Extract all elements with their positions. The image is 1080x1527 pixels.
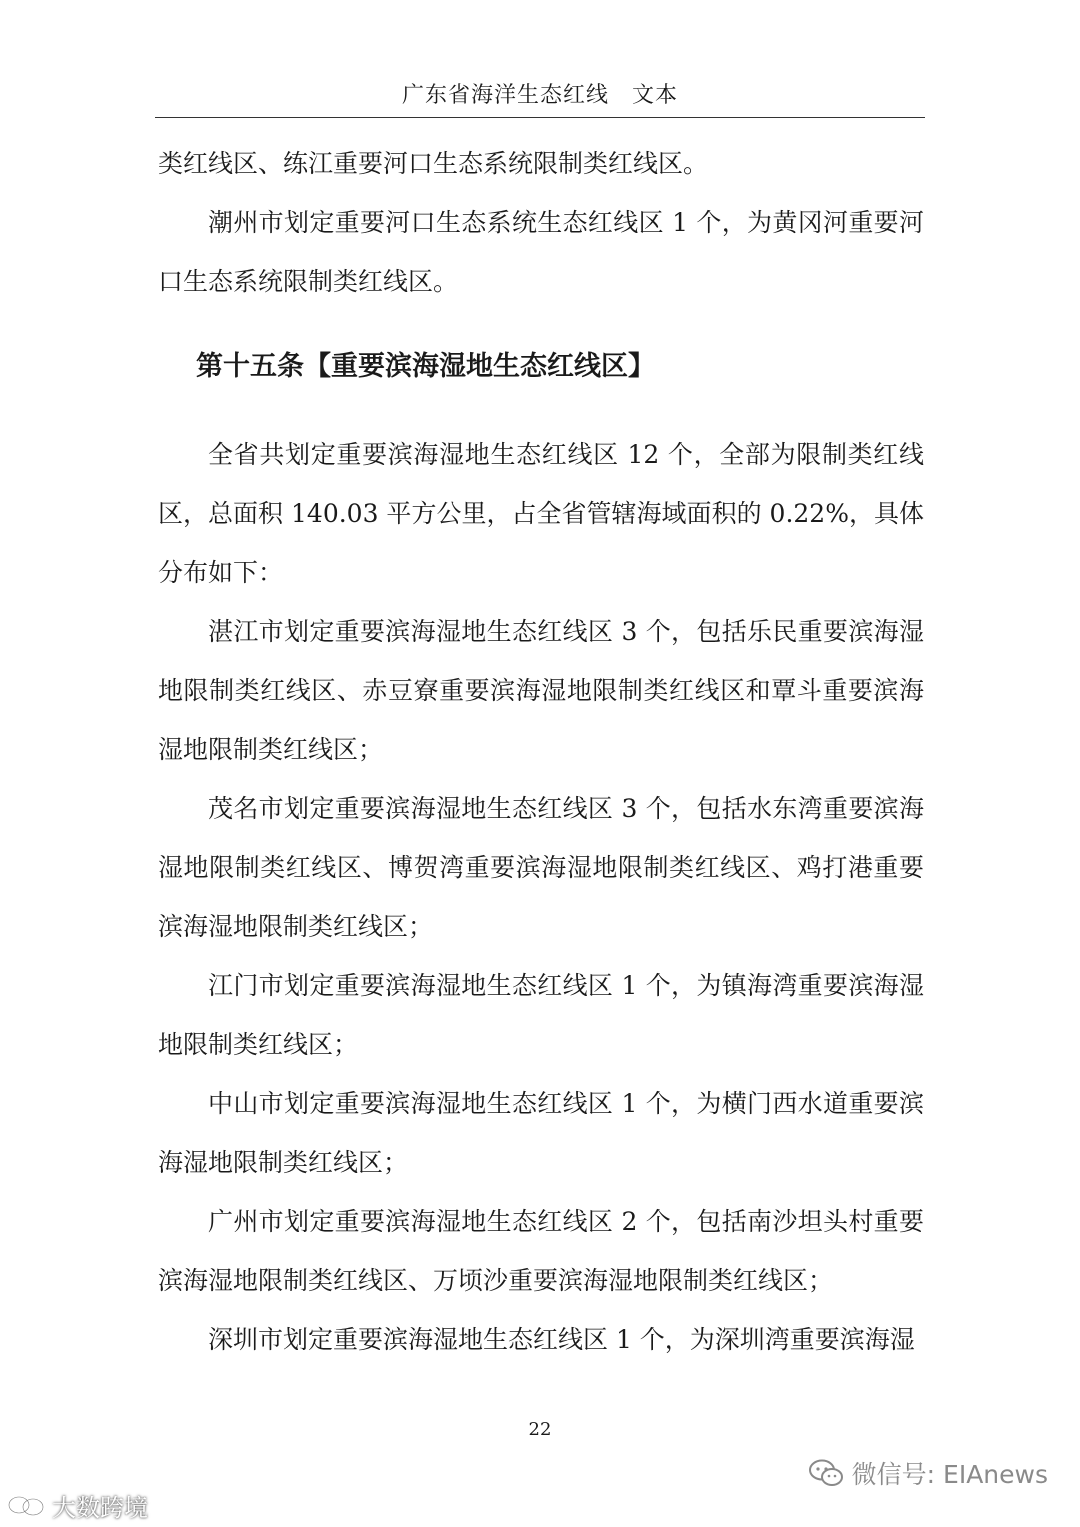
paragraph: 潮州市划定重要河口生态系统生态红线区 1 个，为黄冈河重要河口生态系统限制类红线区。 — [158, 208, 924, 296]
paragraph: 中山市划定重要滨海湿地生态红线区 1 个，为横门西水道重要滨海湿地限制类红线区； — [158, 1089, 924, 1177]
paragraph: 湛江市划定重要滨海湿地生态红线区 3 个，包括乐民重要滨海湿地限制类红线区、赤豆寮重要滨海湿地限制类红线区和覃斗重要滨海湿地限制类红线区； — [158, 617, 924, 764]
paragraph: 江门市划定重要滨海湿地生态红线区 1 个，为镇海湾重要滨海湿地限制类红线区； — [158, 971, 924, 1059]
document-body — [158, 134, 924, 1369]
paragraph: 类红线区、练江重要河口生态系统限制类红线区。 — [158, 149, 709, 178]
watermark-right — [808, 1455, 1048, 1491]
header-divider — [155, 117, 925, 118]
paragraph: 全省共划定重要滨海湿地生态红线区 12 个，全部为限制类红线区，总面积 140.03 平方公里，占全省管辖海域面积的 0.22%，具体分布如下： — [158, 440, 924, 587]
section-heading: 第十五条【重要滨海湿地生态红线区】 — [196, 351, 655, 382]
watermark-right-text: 微信号: EIAnews — [851, 1460, 1048, 1489]
page-number: 22 — [528, 1419, 552, 1440]
chat-bubbles-icon — [6, 1494, 46, 1518]
watermark-left — [6, 1488, 148, 1523]
page-header: 广东省海洋生态红线 文本 — [401, 83, 678, 108]
wechat-icon — [808, 1458, 844, 1488]
paragraph: 茂名市划定重要滨海湿地生态红线区 3 个，包括水东湾重要滨海湿地限制类红线区、博贺湾重要滨海湿地限制类红线区、鸡打港重要滨海湿地限制类红线区； — [158, 794, 924, 941]
paragraph: 广州市划定重要滨海湿地生态红线区 2 个，包括南沙坦头村重要滨海湿地限制类红线区、万顷沙重要滨海湿地限制类红线区； — [158, 1207, 924, 1295]
paragraph: 深圳市划定重要滨海湿地生态红线区 1 个，为深圳湾重要滨海湿 — [208, 1325, 915, 1354]
watermark-left-text: 大数跨境 — [52, 1494, 148, 1522]
